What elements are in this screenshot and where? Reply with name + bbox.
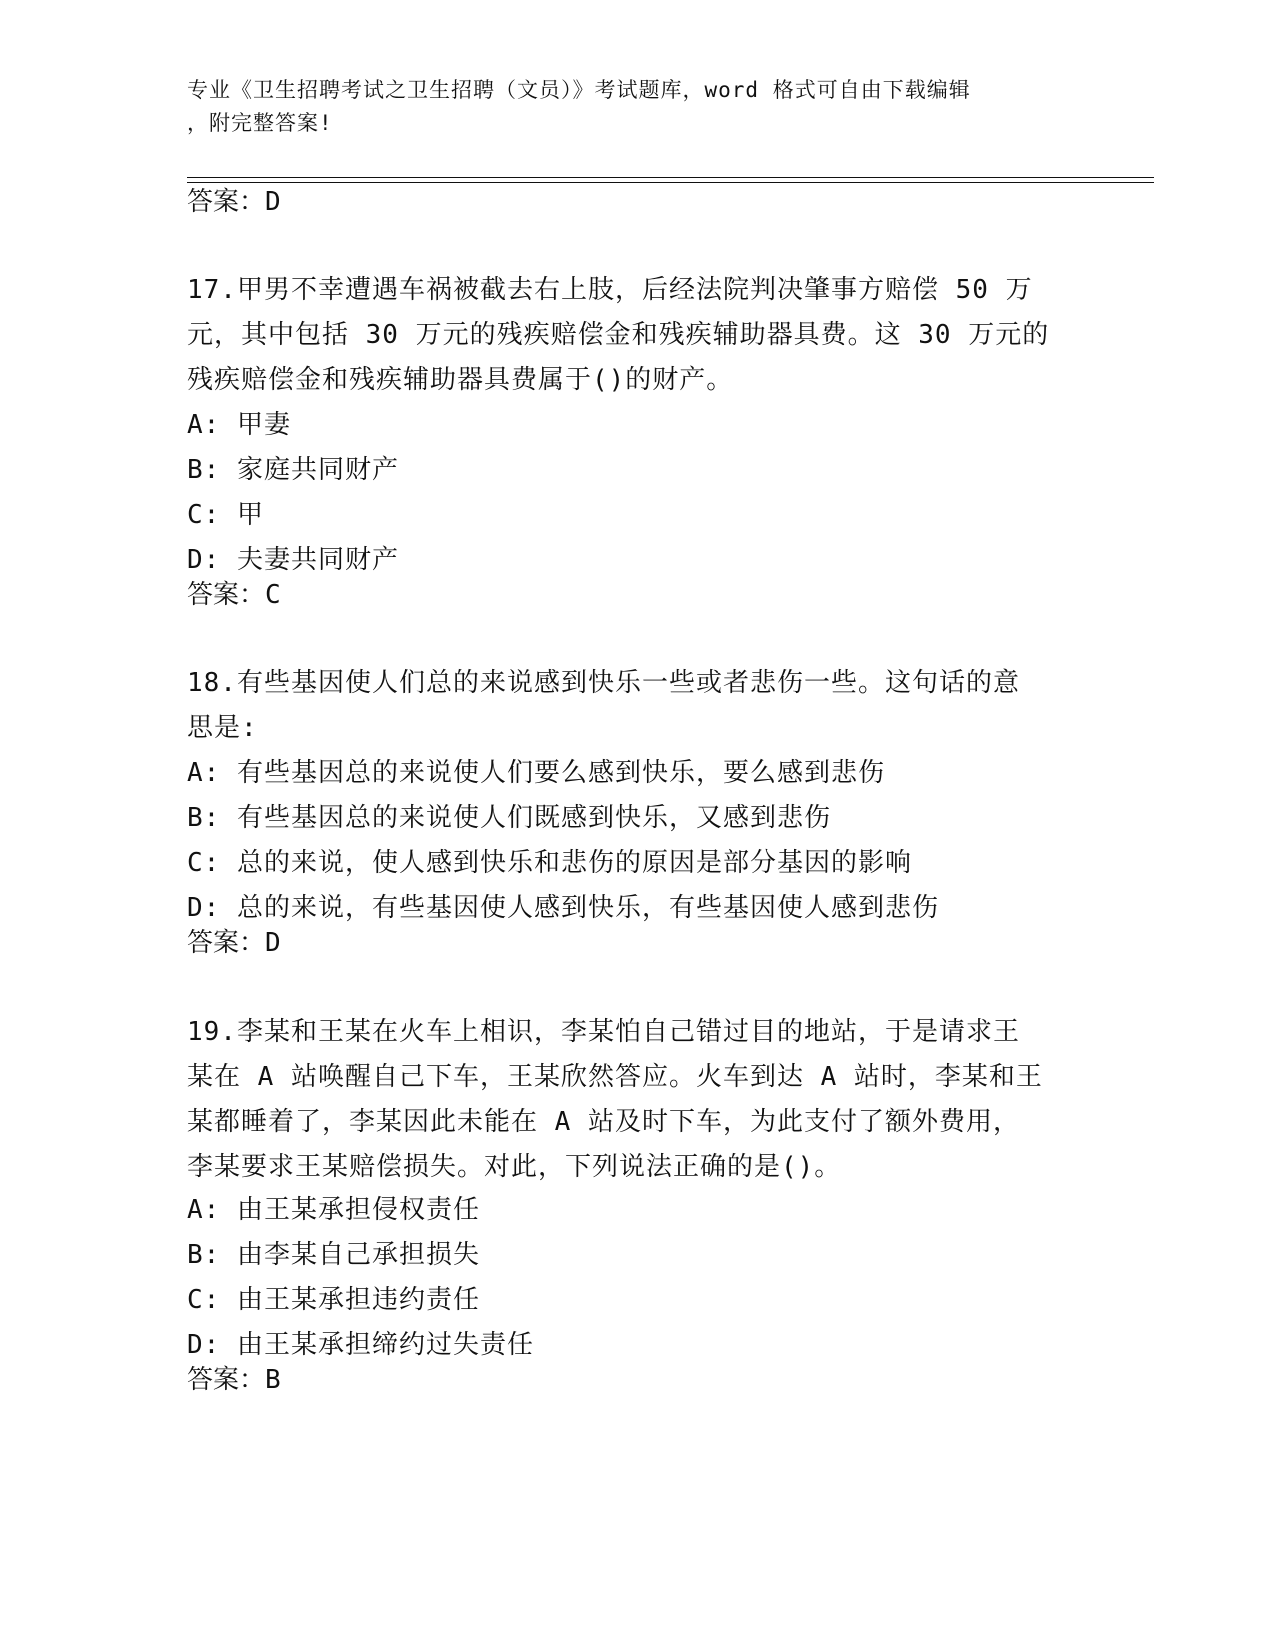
question-line: 某在 A 站唤醒自己下车，王某欣然答应。火车到达 A 站时，李某和王	[187, 1062, 1043, 1092]
answer-value: C	[265, 580, 281, 610]
options-19	[187, 1188, 1087, 1368]
question-18	[187, 661, 1087, 751]
question-line: 某都睡着了，李某因此未能在 A 站及时下车，为此支付了额外费用，	[187, 1107, 1020, 1137]
option-d: D: 总的来说，有些基因使人感到快乐，有些基因使人感到悲伤	[187, 893, 939, 923]
option-b: B: 家庭共同财产	[187, 455, 399, 485]
option-c: C: 甲	[187, 500, 264, 530]
question-line: 思是:	[187, 713, 258, 743]
question-line: 19.李某和王某在火车上相识，李某怕自己错过目的地站，于是请求王	[187, 1017, 1020, 1047]
answer-label: 答案：	[187, 187, 266, 217]
options-17	[187, 403, 1087, 583]
option-d: D: 由王某承担缔约过失责任	[187, 1330, 534, 1360]
header-divider-top	[187, 177, 1154, 178]
option-b: B: 由李某自己承担损失	[187, 1240, 480, 1270]
option-a: A: 甲妻	[187, 410, 291, 440]
question-line: 元，其中包括 30 万元的残疾赔偿金和残疾辅助器具费。这 30 万元的	[187, 320, 1050, 350]
answer-line-17	[187, 580, 281, 610]
answer-label: 答案：	[187, 1365, 266, 1395]
answer-value: D	[265, 928, 281, 958]
options-18	[187, 751, 1087, 931]
option-b: B: 有些基因总的来说使人们既感到快乐，又感到悲伤	[187, 803, 831, 833]
header-line-1: 专业《卫生招聘考试之卫生招聘（文员）》考试题库，word 格式可自由下载编辑	[187, 78, 971, 102]
option-c: C: 由王某承担违约责任	[187, 1285, 480, 1315]
answer-label: 答案：	[187, 580, 266, 610]
question-19	[187, 1010, 1087, 1190]
answer-line-19	[187, 1365, 281, 1395]
answer-value: D	[265, 187, 281, 217]
header-line-2: ，附完整答案!	[187, 111, 333, 135]
header-divider-bottom	[187, 182, 1154, 183]
answer-line-18	[187, 928, 281, 958]
answer-line-16	[187, 187, 281, 217]
option-a: A: 有些基因总的来说使人们要么感到快乐，要么感到悲伤	[187, 758, 885, 788]
page-header	[187, 74, 1087, 140]
question-line: 残疾赔偿金和残疾辅助器具费属于()的财产。	[187, 365, 734, 395]
option-c: C: 总的来说，使人感到快乐和悲伤的原因是部分基因的影响	[187, 848, 912, 878]
question-line: 17.甲男不幸遭遇车祸被截去右上肢，后经法院判决肇事方赔偿 50 万	[187, 275, 1033, 305]
question-17	[187, 268, 1087, 403]
question-line: 李某要求王某赔偿损失。对此，下列说法正确的是()。	[187, 1152, 842, 1182]
question-line: 18.有些基因使人们总的来说感到快乐一些或者悲伤一些。这句话的意	[187, 668, 1020, 698]
answer-value: B	[265, 1365, 281, 1395]
answer-label: 答案：	[187, 928, 266, 958]
option-d: D: 夫妻共同财产	[187, 545, 399, 575]
option-a: A: 由王某承担侵权责任	[187, 1195, 480, 1225]
